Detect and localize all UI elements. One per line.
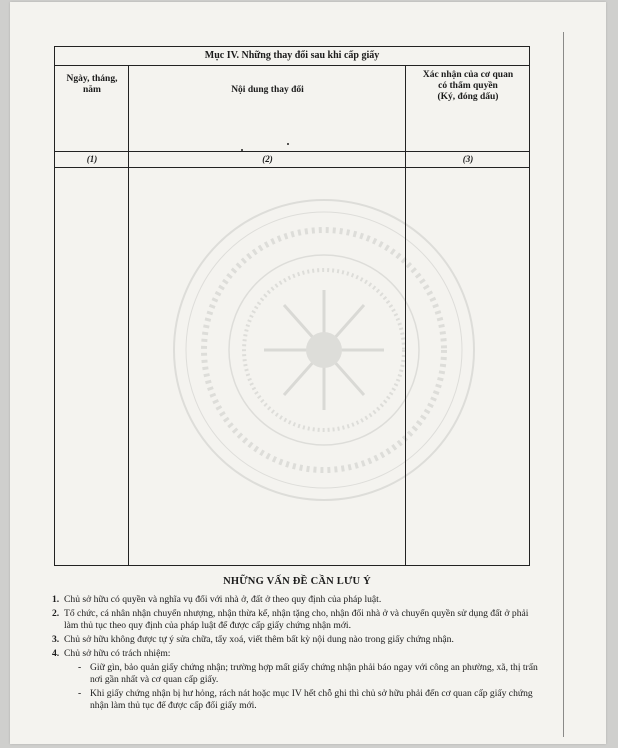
header-date-line2: năm: [83, 85, 101, 95]
header-confirmation: [406, 70, 530, 103]
header-confirmation-line2: có thẩm quyền: [438, 81, 498, 91]
column-divider: [405, 66, 406, 565]
changes-table: [54, 46, 530, 566]
note-item-3: [52, 634, 542, 646]
note-subitem: [64, 688, 542, 712]
column-number-3: (3): [462, 154, 474, 164]
note-number: 4.: [52, 648, 60, 659]
bullet-dash: -: [78, 688, 82, 699]
note-subitem-text: Khi giấy chứng nhận bị hư hỏng, rách nát hoặc mục IV hết chỗ ghi thì chủ sở hữu phải đến cơ quan cấp giấy chứng nhận làm thủ tục để được cấp đổi giấy mới.: [90, 688, 533, 711]
page-fold-line: [563, 32, 564, 737]
header-date-line1: Ngày, tháng,: [66, 74, 118, 84]
notes-section: [52, 576, 542, 714]
note-text: Chủ sở hữu có trách nhiệm:: [64, 648, 171, 659]
column-divider: [128, 66, 129, 565]
column-number-row: [55, 152, 529, 168]
note-number: 1.: [52, 594, 60, 605]
column-number-1: (1): [86, 154, 98, 164]
table-title: Mục IV. Những thay đổi sau khi cấp giấy: [55, 47, 529, 66]
note-item-1: [52, 594, 542, 606]
note-item-4: [52, 648, 542, 712]
bullet-dash: -: [78, 662, 82, 673]
header-content-line1: Nội dung thay đổi: [231, 85, 304, 95]
note-number: 2.: [52, 608, 60, 619]
note-subitem: [64, 662, 542, 686]
table-header-row: [55, 66, 529, 152]
note-number: 3.: [52, 634, 60, 645]
note-subitem-text: Giữ gìn, bảo quản giấy chứng nhận; trường hợp mất giấy chứng nhận phải báo ngay với công an phường, xã, thị trấn nơi gần nhất và cơ quan cấp giấy.: [90, 662, 538, 685]
header-content: [129, 85, 406, 96]
note-text: Chủ sở hữu không được tự ý sửa chữa, tẩy xoá, viết thêm bất kỳ nội dung nào trong giấy chứng nhận.: [64, 634, 454, 645]
note-text: Chủ sở hữu có quyền và nghĩa vụ đối với nhà ở, đất ở theo quy định của pháp luật.: [64, 594, 382, 605]
note-item-2: [52, 608, 542, 632]
header-confirmation-line1: Xác nhận của cơ quan: [422, 70, 514, 80]
column-number-2: (2): [262, 154, 273, 164]
notes-title: NHỮNG VẤN ĐỀ CẦN LƯU Ý: [223, 576, 371, 587]
ink-dot: [241, 149, 243, 151]
note-text: Tổ chức, cá nhân nhận chuyển nhượng, nhận thừa kế, nhận tặng cho, nhận đổi nhà ở và chuyển quyền sử dụng đất ở phải làm thủ tục theo quy định của pháp luật để được cấp giấy chứng nhận mới.: [64, 608, 529, 631]
header-confirmation-line3: (Ký, đóng dấu): [437, 92, 499, 102]
ink-dot: [287, 143, 289, 145]
header-date: [55, 74, 129, 96]
